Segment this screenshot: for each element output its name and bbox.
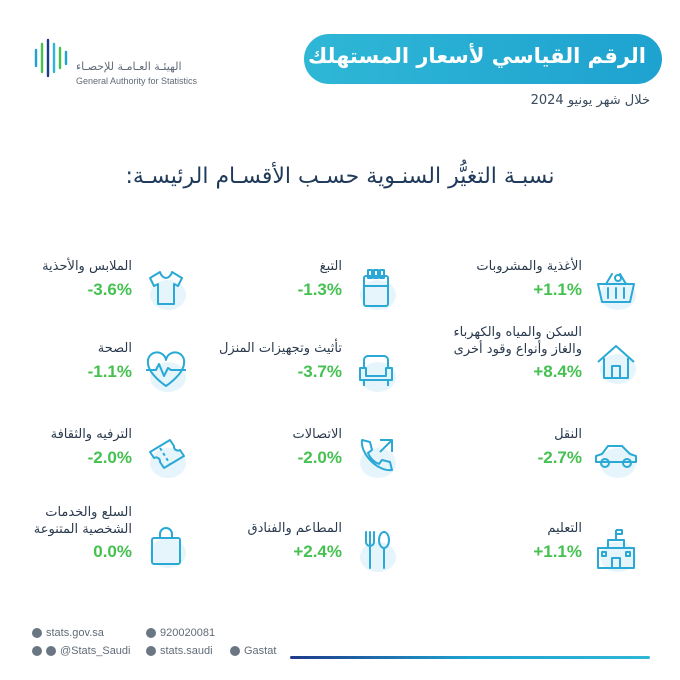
category-label: الملابس والأحذية — [42, 259, 132, 274]
facebook-text: stats.saudi — [160, 645, 213, 657]
org-name-english: General Authority for Statistics — [76, 76, 198, 86]
car-icon — [592, 432, 640, 480]
footer-linkedin[interactable] — [230, 645, 276, 657]
ticket-icon — [142, 432, 190, 480]
category-health — [0, 340, 190, 404]
category-value: +2.4% — [293, 542, 342, 561]
category-value: -3.6% — [87, 280, 132, 299]
category-label: الاتصالات — [292, 427, 342, 442]
gastat-logo — [32, 36, 202, 96]
category-value: -3.7% — [297, 362, 342, 381]
category-label: المطاعم والفنادق — [247, 521, 342, 536]
org-name-arabic: الهيئـة العـامـة للإحصـاء — [76, 60, 182, 73]
category-value: +1.1% — [533, 280, 582, 299]
category-furnishing — [180, 340, 400, 404]
gastat-logo-mark-icon — [32, 36, 72, 82]
globe-icon — [32, 628, 42, 638]
page-subtitle: خلال شهر يونيو 2024 — [530, 93, 650, 108]
phone-icon — [352, 432, 400, 480]
facebook-icon — [146, 646, 156, 656]
category-communications — [180, 426, 400, 490]
category-value: -2.0% — [87, 448, 132, 467]
category-food — [420, 258, 640, 322]
category-clothing — [0, 258, 190, 322]
x-icon — [32, 646, 42, 656]
instagram-icon — [46, 646, 56, 656]
category-value: -1.1% — [87, 362, 132, 381]
category-tobacco — [180, 258, 400, 322]
cigarette-pack-icon — [352, 264, 400, 312]
shopping-bag-icon — [142, 522, 190, 570]
category-value: +8.4% — [533, 362, 582, 381]
footer-facebook[interactable] — [146, 645, 213, 657]
linkedin-icon — [230, 646, 240, 656]
category-label: الترفيه والثقافة — [50, 427, 132, 442]
category-label-line2: الشخصية المتنوعة — [33, 522, 132, 537]
footer-accent-bar — [290, 656, 650, 659]
category-value: -2.0% — [297, 448, 342, 467]
category-label: الأغذية والمشروبات — [476, 259, 582, 274]
section-title: نسبـة التغيُّر السنـوية حسـب الأقسـام الرئيسـة: — [125, 164, 555, 189]
category-transport — [420, 426, 640, 490]
house-icon — [592, 338, 640, 386]
phone-small-icon — [146, 628, 156, 638]
footer-phone[interactable] — [146, 627, 215, 639]
category-value: +1.1% — [533, 542, 582, 561]
category-value: 0.0% — [93, 542, 132, 561]
category-label-line2: والغاز وأنواع وقود أخرى — [453, 342, 582, 357]
tshirt-icon — [142, 264, 190, 312]
footer-website[interactable] — [32, 627, 104, 639]
school-icon — [592, 526, 640, 574]
category-value: -2.7% — [537, 448, 582, 467]
heart-pulse-icon — [142, 346, 190, 394]
category-housing — [420, 324, 640, 388]
category-label: التعليم — [547, 521, 582, 536]
fork-spoon-icon — [352, 526, 400, 574]
category-recreation — [0, 426, 190, 490]
food-basket-icon — [592, 264, 640, 312]
linkedin-text: Gastat — [244, 645, 277, 657]
category-label: النقل — [554, 427, 582, 442]
category-label-line1: السلع والخدمات — [45, 505, 132, 520]
footer-social[interactable] — [32, 645, 131, 657]
category-education — [420, 520, 640, 584]
page-title: الرقم القياسي لأسعار المستهلك — [307, 44, 646, 68]
category-label-line1: السكن والمياه والكهرباء — [453, 325, 582, 340]
category-restaurants — [180, 520, 400, 584]
category-personal-goods — [0, 504, 190, 568]
category-label: تأثيث وتجهيزات المنزل — [218, 341, 342, 356]
website-text: stats.gov.sa — [46, 627, 104, 639]
phone-text: 920020081 — [160, 627, 216, 639]
armchair-icon — [352, 346, 400, 394]
category-label: التبغ — [319, 259, 342, 274]
social-handle-text: @Stats_Saudi — [60, 645, 131, 657]
category-value: -1.3% — [297, 280, 342, 299]
category-label: الصحة — [97, 341, 132, 356]
